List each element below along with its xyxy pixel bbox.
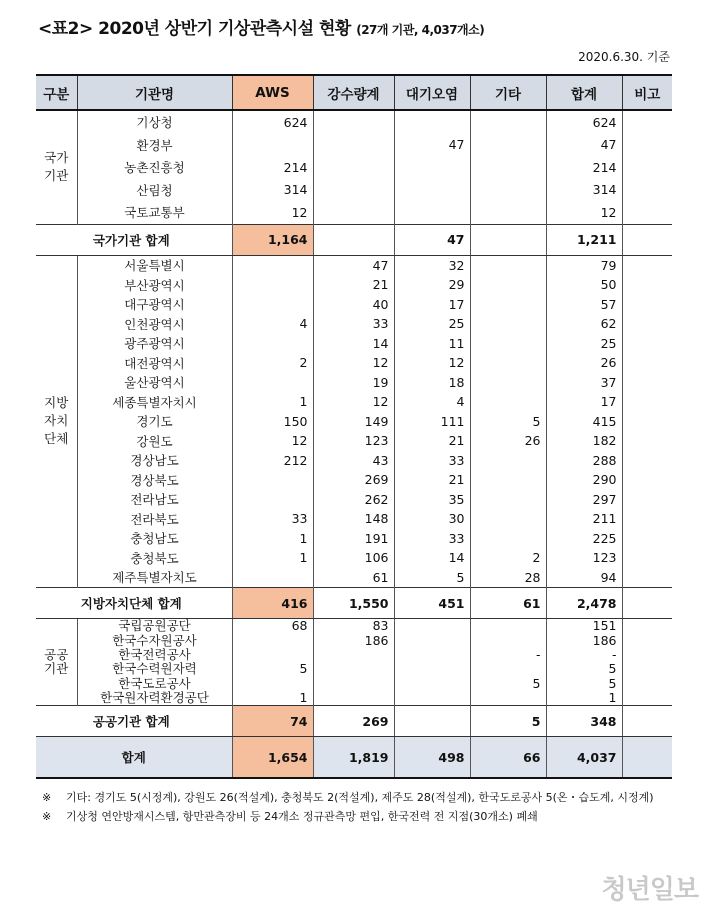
air-pollution-value: 21 [394,470,470,490]
agency-name: 국립공원공단 [77,619,232,634]
air-pollution-value: 25 [394,314,470,334]
agency-name: 기상청 [77,110,232,134]
aws-value: 314 [232,179,313,202]
etc-value [470,662,546,676]
air-pollution-value: 29 [394,275,470,295]
subtotal-etc [470,224,546,255]
header-row [36,75,672,110]
table-row [36,201,672,224]
subtotal-rain-gauge: 1,550 [313,588,394,619]
remarks-cell [622,392,672,412]
remarks-cell [622,201,672,224]
total-value: 17 [546,392,622,412]
table-row [36,412,672,432]
air-pollution-value [394,179,470,202]
subtotal-total: 1,211 [546,224,622,255]
aws-value: 5 [232,662,313,676]
total-value: 5 [546,677,622,691]
etc-value [470,201,546,224]
rain-gauge-value: 191 [313,529,394,549]
total-value: 288 [546,451,622,471]
rain-gauge-value: 123 [313,431,394,451]
total-value: 5 [546,662,622,676]
table-row [36,619,672,634]
table-row [36,134,672,157]
remarks-cell [622,110,672,134]
remarks-cell [622,648,672,662]
remarks-cell [622,588,672,619]
total-value: 297 [546,490,622,510]
subtotal-aws: 1,164 [232,224,313,255]
agency-name: 울산광역시 [77,373,232,393]
agency-name: 충청남도 [77,529,232,549]
etc-value [470,134,546,157]
etc-value: 5 [470,677,546,691]
agency-name: 산림청 [77,179,232,202]
rain-gauge-value: 40 [313,295,394,315]
etc-value [470,451,546,471]
air-pollution-value: 14 [394,548,470,568]
table-body [36,110,672,778]
rain-gauge-value: 106 [313,548,394,568]
subtotal-row-local [36,588,672,619]
header-total: 합계 [546,75,622,110]
footnote-text: 기상청 연안방재시스템, 항만관측장비 등 24개소 정규관측망 편입, 한국전력 전 지점(30개소) 폐쇄 [66,810,538,823]
etc-value [470,156,546,179]
subtotal-air-pollution [394,706,470,737]
table-row [36,470,672,490]
header-aws: AWS [232,75,313,110]
remarks-cell [622,255,672,275]
subtotal-etc: 61 [470,588,546,619]
subtotal-air-pollution: 47 [394,224,470,255]
agency-name: 충청북도 [77,548,232,568]
title-sub: (27개 기관, 4,037개소) [356,23,485,37]
group-label-national: 국가 기관 [44,150,69,184]
total-value: 211 [546,509,622,529]
air-pollution-value: 4 [394,392,470,412]
subtotal-total: 2,478 [546,588,622,619]
rain-gauge-value: 186 [313,633,394,647]
aws-value [232,255,313,275]
remarks-cell [622,548,672,568]
air-pollution-value [394,691,470,706]
rain-gauge-value: 269 [313,470,394,490]
rain-gauge-value: 33 [313,314,394,334]
rain-gauge-value: 149 [313,412,394,432]
facilities-table [36,74,672,779]
header-category: 구분 [36,75,77,110]
remarks-cell [622,431,672,451]
table-row [36,490,672,510]
total-value: 57 [546,295,622,315]
air-pollution-value [394,677,470,691]
air-pollution-value: 33 [394,529,470,549]
aws-value: 1 [232,529,313,549]
aws-value [232,648,313,662]
subtotal-total: 348 [546,706,622,737]
air-pollution-value: 5 [394,568,470,588]
rain-gauge-value: 14 [313,334,394,354]
agency-name: 한국전력공사 [77,648,232,662]
etc-value: 2 [470,548,546,568]
remarks-cell [622,737,672,779]
remarks-cell [622,529,672,549]
rain-gauge-value [313,201,394,224]
aws-value [232,295,313,315]
group-label-local: 지방 자치 단체 [44,395,69,447]
air-pollution-value [394,156,470,179]
etc-value [470,633,546,647]
rain-gauge-value: 19 [313,373,394,393]
aws-value [232,373,313,393]
total-value: 1 [546,691,622,706]
aws-value [232,677,313,691]
rain-gauge-value: 12 [313,353,394,373]
aws-value [232,134,313,157]
remarks-cell [622,677,672,691]
header-etc: 기타 [470,75,546,110]
remarks-cell [622,373,672,393]
footnote-text: 기타: 경기도 5(시정계), 강원도 26(적설계), 충청북도 2(적설계), 제주도 28(적설계), 한국도로공사 5(온・습도계, 시정계) [66,791,654,804]
air-pollution-value: 111 [394,412,470,432]
air-pollution-value: 35 [394,490,470,510]
total-value: 123 [546,548,622,568]
rain-gauge-value: 12 [313,392,394,412]
agency-name: 인천광역시 [77,314,232,334]
total-value: 94 [546,568,622,588]
aws-value [232,633,313,647]
total-value: 290 [546,470,622,490]
rain-gauge-value: 47 [313,255,394,275]
subtotal-aws: 74 [232,706,313,737]
remarks-cell [622,706,672,737]
aws-value: 12 [232,431,313,451]
table-row [36,392,672,412]
etc-value [470,334,546,354]
rain-gauge-value: 262 [313,490,394,510]
header-rain-gauge: 강수량계 [313,75,394,110]
etc-value [470,179,546,202]
agency-name: 한국수력원자력 [77,662,232,676]
footnote-mark: ※ [42,810,52,823]
etc-value [470,619,546,634]
table-row [36,691,672,706]
rain-gauge-value: 61 [313,568,394,588]
aws-value [232,490,313,510]
air-pollution-value [394,110,470,134]
aws-value [232,334,313,354]
etc-value [470,110,546,134]
air-pollution-value [394,633,470,647]
air-pollution-value [394,619,470,634]
aws-value: 150 [232,412,313,432]
remarks-cell [622,619,672,634]
etc-value [470,255,546,275]
remarks-cell [622,224,672,255]
watermark-logo: 청년일보 [601,875,698,905]
aws-value: 1 [232,548,313,568]
air-pollution-value [394,648,470,662]
table-row [36,677,672,691]
aws-value [232,470,313,490]
aws-value: 2 [232,353,313,373]
rain-gauge-value [313,156,394,179]
subtotal-row-national [36,224,672,255]
table-row [36,334,672,354]
etc-value [470,373,546,393]
footnote-mark: ※ [42,791,52,804]
agency-name: 대구광역시 [77,295,232,315]
total-value: 186 [546,633,622,647]
rain-gauge-value [313,134,394,157]
grand-total-air-pollution: 498 [394,737,470,779]
etc-value: 26 [470,431,546,451]
rain-gauge-value [313,648,394,662]
footnote [42,790,686,806]
remarks-cell [622,314,672,334]
etc-value: 28 [470,568,546,588]
remarks-cell [622,490,672,510]
total-value: 151 [546,619,622,634]
rain-gauge-value [313,662,394,676]
subtotal-label: 국가기관 합계 [36,224,232,255]
table-row [36,295,672,315]
air-pollution-value [394,662,470,676]
table-row [36,353,672,373]
subtotal-aws: 416 [232,588,313,619]
total-value: 37 [546,373,622,393]
remarks-cell [622,451,672,471]
agency-name: 광주광역시 [77,334,232,354]
agency-name: 한국원자력환경공단 [77,691,232,706]
rain-gauge-value: 21 [313,275,394,295]
air-pollution-value: 21 [394,431,470,451]
agency-name: 부산광역시 [77,275,232,295]
table-row [36,568,672,588]
grand-total-label: 합계 [36,737,232,779]
air-pollution-value: 33 [394,451,470,471]
remarks-cell [622,353,672,373]
table-row [36,662,672,676]
table-row [36,156,672,179]
total-value: 214 [546,156,622,179]
header-agency: 기관명 [77,75,232,110]
remarks-cell [622,134,672,157]
agency-name: 한국수자원공사 [77,633,232,647]
remarks-cell [622,662,672,676]
agency-name: 제주특별자치도 [77,568,232,588]
aws-value [232,568,313,588]
table-row [36,529,672,549]
total-value: 314 [546,179,622,202]
subtotal-row-public [36,706,672,737]
agency-name: 서울특별시 [77,255,232,275]
rain-gauge-value [313,179,394,202]
reference-date: 2020.6.30. 기준 [578,50,670,64]
total-value: 62 [546,314,622,334]
title-main: <표2> 2020년 상반기 기상관측시설 현황 [38,19,351,39]
aws-value: 212 [232,451,313,471]
remarks-cell [622,633,672,647]
subtotal-rain-gauge [313,224,394,255]
table-row [36,314,672,334]
rain-gauge-value [313,110,394,134]
aws-value: 33 [232,509,313,529]
table-row [36,110,672,134]
remarks-cell [622,691,672,706]
aws-value: 1 [232,392,313,412]
remarks-cell [622,412,672,432]
subtotal-label: 지방자치단체 합계 [36,588,232,619]
air-pollution-value: 32 [394,255,470,275]
agency-name: 한국도로공사 [77,677,232,691]
total-value: 25 [546,334,622,354]
etc-value [470,314,546,334]
etc-value: 5 [470,412,546,432]
etc-value [470,295,546,315]
agency-name: 경기도 [77,412,232,432]
table-row [36,431,672,451]
etc-value [470,691,546,706]
remarks-cell [622,470,672,490]
total-value: 47 [546,134,622,157]
agency-name: 환경부 [77,134,232,157]
agency-name: 전라북도 [77,509,232,529]
table-row [36,255,672,275]
air-pollution-value: 18 [394,373,470,393]
air-pollution-value: 12 [394,353,470,373]
rain-gauge-value: 148 [313,509,394,529]
air-pollution-value: 47 [394,134,470,157]
total-value: - [546,648,622,662]
remarks-cell [622,156,672,179]
agency-name: 국토교통부 [77,201,232,224]
aws-value [232,275,313,295]
aws-value: 4 [232,314,313,334]
aws-value: 1 [232,691,313,706]
group-label-public: 공공 기관 [44,647,69,677]
rain-gauge-value: 43 [313,451,394,471]
header-remarks: 비고 [622,75,672,110]
agency-name: 전라남도 [77,490,232,510]
footnotes [42,790,686,828]
rain-gauge-value: 83 [313,619,394,634]
etc-value [470,509,546,529]
grand-total-etc: 66 [470,737,546,779]
total-value: 50 [546,275,622,295]
etc-value [470,490,546,510]
table-title [38,14,484,39]
rain-gauge-value [313,691,394,706]
air-pollution-value [394,201,470,224]
table-row [36,451,672,471]
header-air-pollution: 대기오염 [394,75,470,110]
etc-value [470,353,546,373]
etc-value [470,392,546,412]
remarks-cell [622,275,672,295]
grand-total-value: 4,037 [546,737,622,779]
aws-value: 68 [232,619,313,634]
table-row [36,275,672,295]
agency-name: 세종특별자치시 [77,392,232,412]
total-value: 79 [546,255,622,275]
total-value: 225 [546,529,622,549]
table-row [36,633,672,647]
air-pollution-value: 11 [394,334,470,354]
subtotal-air-pollution: 451 [394,588,470,619]
aws-value: 12 [232,201,313,224]
total-value: 26 [546,353,622,373]
aws-value: 214 [232,156,313,179]
air-pollution-value: 30 [394,509,470,529]
total-value: 415 [546,412,622,432]
table-row [36,373,672,393]
subtotal-label: 공공기관 합계 [36,706,232,737]
table-row [36,179,672,202]
air-pollution-value: 17 [394,295,470,315]
agency-name: 경상북도 [77,470,232,490]
grand-total-aws: 1,654 [232,737,313,779]
remarks-cell [622,509,672,529]
grand-total-row [36,737,672,779]
table-row [36,509,672,529]
table-row [36,648,672,662]
rain-gauge-value [313,677,394,691]
subtotal-rain-gauge: 269 [313,706,394,737]
subtotal-etc: 5 [470,706,546,737]
total-value: 624 [546,110,622,134]
agency-name: 농촌진흥청 [77,156,232,179]
etc-value [470,275,546,295]
etc-value [470,529,546,549]
table-row [36,548,672,568]
grand-total-rain-gauge: 1,819 [313,737,394,779]
total-value: 12 [546,201,622,224]
total-value: 182 [546,431,622,451]
etc-value: - [470,648,546,662]
etc-value [470,470,546,490]
remarks-cell [622,568,672,588]
remarks-cell [622,334,672,354]
remarks-cell [622,295,672,315]
agency-name: 대전광역시 [77,353,232,373]
remarks-cell [622,179,672,202]
aws-value: 624 [232,110,313,134]
agency-name: 경상남도 [77,451,232,471]
footnote [42,809,686,825]
agency-name: 강원도 [77,431,232,451]
